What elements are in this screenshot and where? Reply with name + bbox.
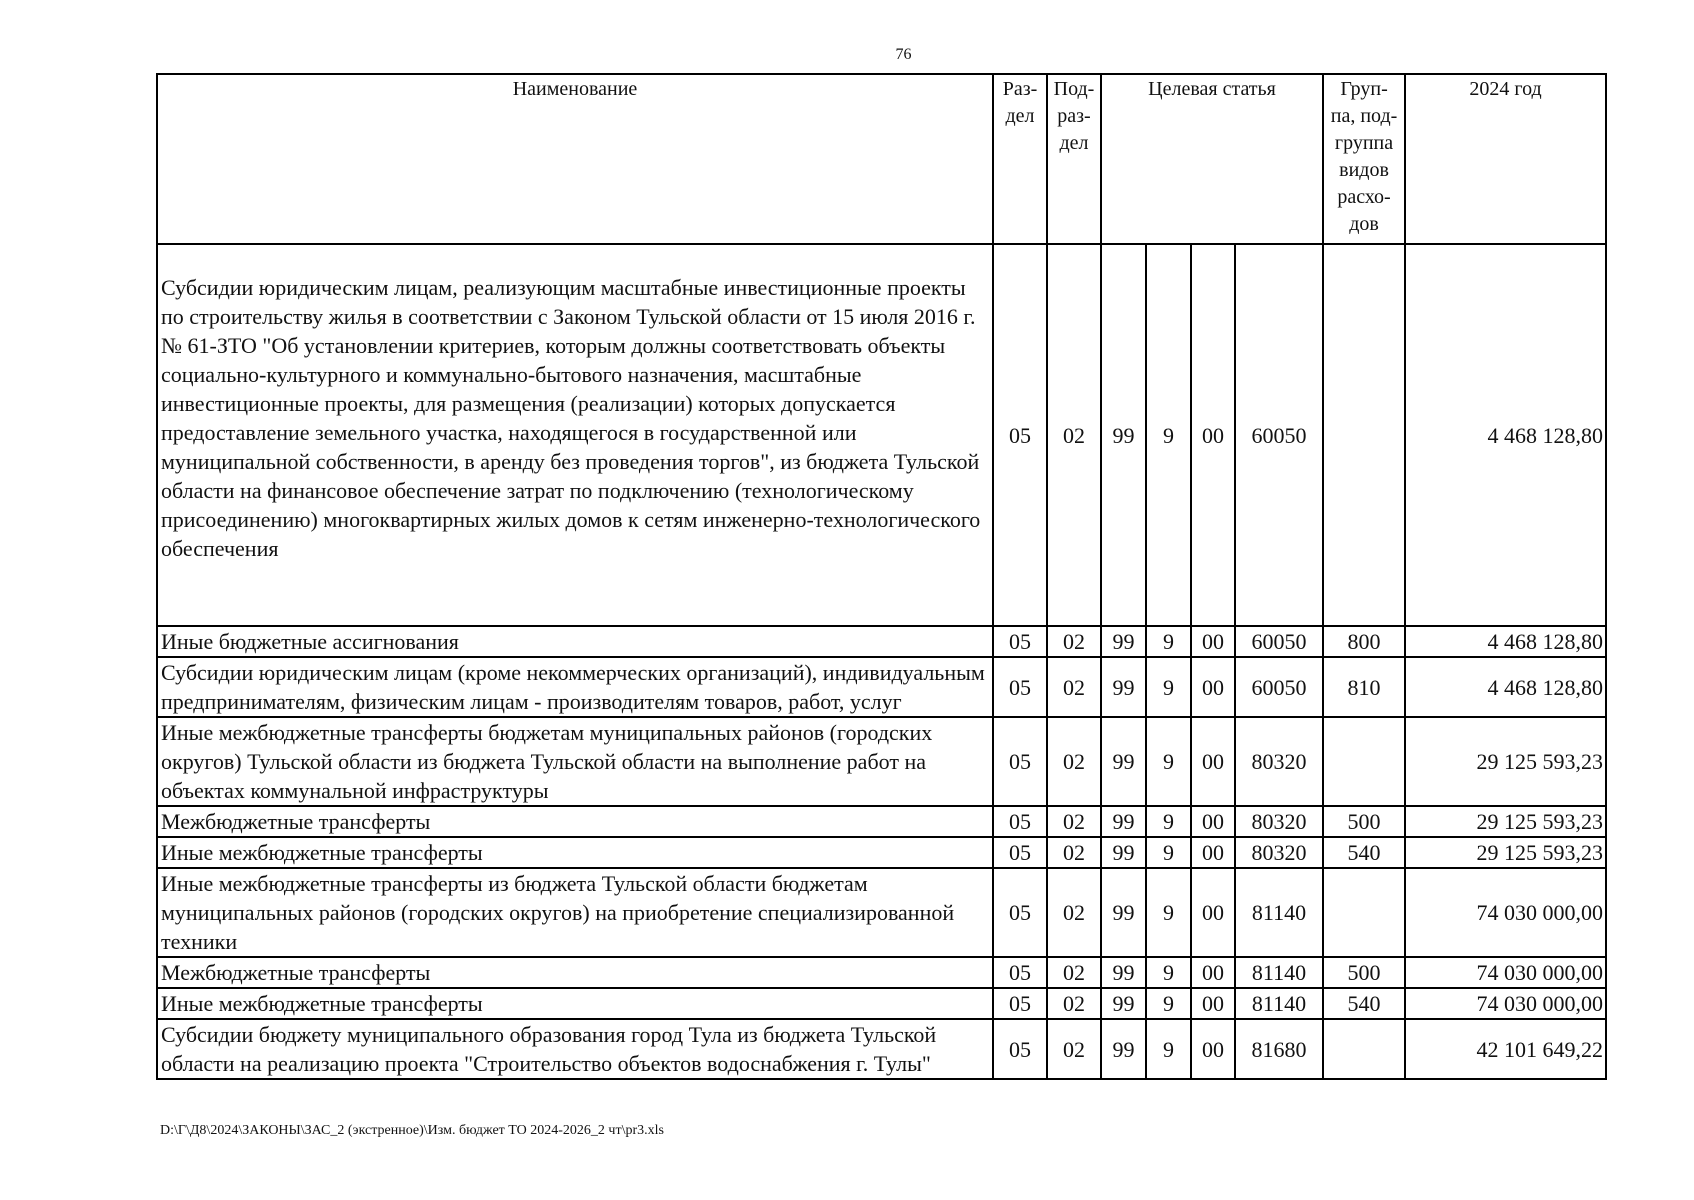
table-row: [157, 626, 1606, 657]
row-section-cell: 05: [993, 244, 1047, 626]
header-section: Раз- дел: [993, 74, 1047, 244]
row-amount-cell: 74 030 000,00: [1405, 868, 1606, 957]
header-subsection: Под- раз- дел: [1047, 74, 1101, 244]
row-target-part1-cell: 99: [1101, 837, 1146, 868]
row-target-part2-cell: 9: [1146, 837, 1191, 868]
row-target-part1-cell: 99: [1101, 988, 1146, 1019]
row-target-part3-cell: 00: [1191, 717, 1235, 806]
row-name-cell: Межбюджетные трансферты: [157, 806, 993, 837]
table-row: [157, 868, 1606, 957]
table-row: [157, 837, 1606, 868]
row-group-cell: 500: [1323, 957, 1405, 988]
row-target-part3-cell: 00: [1191, 868, 1235, 957]
row-subsection-cell: 02: [1047, 988, 1101, 1019]
table-row: [157, 806, 1606, 837]
row-amount-cell: 74 030 000,00: [1405, 957, 1606, 988]
row-group-cell: 540: [1323, 988, 1405, 1019]
row-group-cell: 500: [1323, 806, 1405, 837]
row-name-cell: Субсидии юридическим лицам, реализующим масштабные инвестиционные проекты по строительству жилья в соответствии с Законом Тульской области от 15 июля 2016 г. № 61-ЗТО "Об установлении критериев, которым должны соответствовать объекты социально-культурного и коммунально-бытового назначения, масштабные инвестиционные проекты, для размещения (реализации) которых допускается предоставление земельного участка, находящегося в государственной или муниципальной собственности, в аренду без проведения торгов", из бюджета Тульской области на финансовое обеспечение затрат по подключению (технологическому присоединению) многоквартирных жилых домов к сетям инженерно-технологического обеспечения: [157, 244, 993, 626]
row-subsection-cell: 02: [1047, 717, 1101, 806]
row-target-part2-cell: 9: [1146, 868, 1191, 957]
row-subsection-cell: 02: [1047, 244, 1101, 626]
row-group-cell: [1323, 717, 1405, 806]
row-target-part4-cell: 60050: [1235, 657, 1323, 717]
row-group-cell: [1323, 244, 1405, 626]
row-target-part3-cell: 00: [1191, 244, 1235, 626]
row-subsection-cell: 02: [1047, 626, 1101, 657]
table-row: [157, 244, 1606, 626]
row-amount-cell: 29 125 593,23: [1405, 837, 1606, 868]
row-section-cell: 05: [993, 957, 1047, 988]
row-target-part4-cell: 80320: [1235, 717, 1323, 806]
row-amount-cell: 42 101 649,22: [1405, 1019, 1606, 1079]
table-body: [157, 244, 1606, 1079]
table-row: [157, 717, 1606, 806]
footer-file-path: D:\Г\Д8\2024\ЗАКОНЫ\ЗАС_2 (экстренное)\Изм. бюджет ТО 2024-2026_2 чт\pr3.xls: [160, 1123, 664, 1138]
row-target-part4-cell: 81140: [1235, 957, 1323, 988]
row-name-cell: Иные бюджетные ассигнования: [157, 626, 993, 657]
row-section-cell: 05: [993, 837, 1047, 868]
table-row: [157, 988, 1606, 1019]
row-target-part4-cell: 81140: [1235, 988, 1323, 1019]
row-target-part2-cell: 9: [1146, 244, 1191, 626]
row-target-part3-cell: 00: [1191, 957, 1235, 988]
row-target-part2-cell: 9: [1146, 988, 1191, 1019]
header-name: Наименование: [157, 74, 993, 244]
row-target-part3-cell: 00: [1191, 806, 1235, 837]
header-year: 2024 год: [1405, 74, 1606, 244]
row-target-part4-cell: 81680: [1235, 1019, 1323, 1079]
budget-table: [156, 73, 1607, 1080]
row-section-cell: 05: [993, 806, 1047, 837]
row-target-part1-cell: 99: [1101, 244, 1146, 626]
row-subsection-cell: 02: [1047, 957, 1101, 988]
row-subsection-cell: 02: [1047, 1019, 1101, 1079]
row-target-part3-cell: 00: [1191, 837, 1235, 868]
row-target-part1-cell: 99: [1101, 657, 1146, 717]
row-target-part2-cell: 9: [1146, 717, 1191, 806]
row-amount-cell: 29 125 593,23: [1405, 717, 1606, 806]
table-header-row: [157, 74, 1606, 244]
row-subsection-cell: 02: [1047, 837, 1101, 868]
row-target-part4-cell: 60050: [1235, 244, 1323, 626]
row-name-cell: Субсидии бюджету муниципального образования город Тула из бюджета Тульской области на реализацию проекта "Строительство объектов водоснабжения г. Тулы": [157, 1019, 993, 1079]
row-target-part3-cell: 00: [1191, 657, 1235, 717]
row-target-part4-cell: 60050: [1235, 626, 1323, 657]
table-row: [157, 957, 1606, 988]
row-group-cell: [1323, 1019, 1405, 1079]
row-section-cell: 05: [993, 988, 1047, 1019]
row-name-cell: Межбюджетные трансферты: [157, 957, 993, 988]
page-number: 76: [895, 46, 912, 63]
row-section-cell: 05: [993, 626, 1047, 657]
table-row: [157, 1019, 1606, 1079]
row-target-part1-cell: 99: [1101, 957, 1146, 988]
row-subsection-cell: 02: [1047, 806, 1101, 837]
row-target-part1-cell: 99: [1101, 626, 1146, 657]
row-name-cell: Иные межбюджетные трансферты из бюджета Тульской области бюджетам муниципальных районов (городских округов) на приобретение специализированной техники: [157, 868, 993, 957]
row-name-cell: Иные межбюджетные трансферты бюджетам муниципальных районов (городских округов) Тульской области из бюджета Тульской области на выполнение работ на объектах коммунальной инфраструктуры: [157, 717, 993, 806]
header-group: Груп- па, под- группа видов расхо- дов: [1323, 74, 1405, 244]
row-group-cell: 800: [1323, 626, 1405, 657]
row-target-part4-cell: 80320: [1235, 806, 1323, 837]
row-amount-cell: 74 030 000,00: [1405, 988, 1606, 1019]
row-target-part1-cell: 99: [1101, 868, 1146, 957]
header-target-article: Целевая статья: [1101, 74, 1323, 244]
row-target-part2-cell: 9: [1146, 957, 1191, 988]
row-target-part1-cell: 99: [1101, 717, 1146, 806]
row-target-part2-cell: 9: [1146, 806, 1191, 837]
row-group-cell: 810: [1323, 657, 1405, 717]
row-amount-cell: 4 468 128,80: [1405, 626, 1606, 657]
row-target-part2-cell: 9: [1146, 626, 1191, 657]
row-subsection-cell: 02: [1047, 657, 1101, 717]
row-target-part4-cell: 80320: [1235, 837, 1323, 868]
row-subsection-cell: 02: [1047, 868, 1101, 957]
row-amount-cell: 4 468 128,80: [1405, 244, 1606, 626]
table-row: [157, 657, 1606, 717]
row-section-cell: 05: [993, 657, 1047, 717]
row-group-cell: [1323, 868, 1405, 957]
row-name-cell: Субсидии юридическим лицам (кроме некоммерческих организаций), индивидуальным предпринимателям, физическим лицам - производителям товаров, работ, услуг: [157, 657, 993, 717]
row-target-part1-cell: 99: [1101, 806, 1146, 837]
row-group-cell: 540: [1323, 837, 1405, 868]
row-target-part3-cell: 00: [1191, 626, 1235, 657]
row-section-cell: 05: [993, 717, 1047, 806]
row-amount-cell: 4 468 128,80: [1405, 657, 1606, 717]
row-name-cell: Иные межбюджетные трансферты: [157, 837, 993, 868]
row-target-part2-cell: 9: [1146, 657, 1191, 717]
row-section-cell: 05: [993, 1019, 1047, 1079]
row-target-part1-cell: 99: [1101, 1019, 1146, 1079]
row-target-part3-cell: 00: [1191, 988, 1235, 1019]
row-name-cell: Иные межбюджетные трансферты: [157, 988, 993, 1019]
row-target-part2-cell: 9: [1146, 1019, 1191, 1079]
row-target-part3-cell: 00: [1191, 1019, 1235, 1079]
row-amount-cell: 29 125 593,23: [1405, 806, 1606, 837]
row-section-cell: 05: [993, 868, 1047, 957]
row-target-part4-cell: 81140: [1235, 868, 1323, 957]
